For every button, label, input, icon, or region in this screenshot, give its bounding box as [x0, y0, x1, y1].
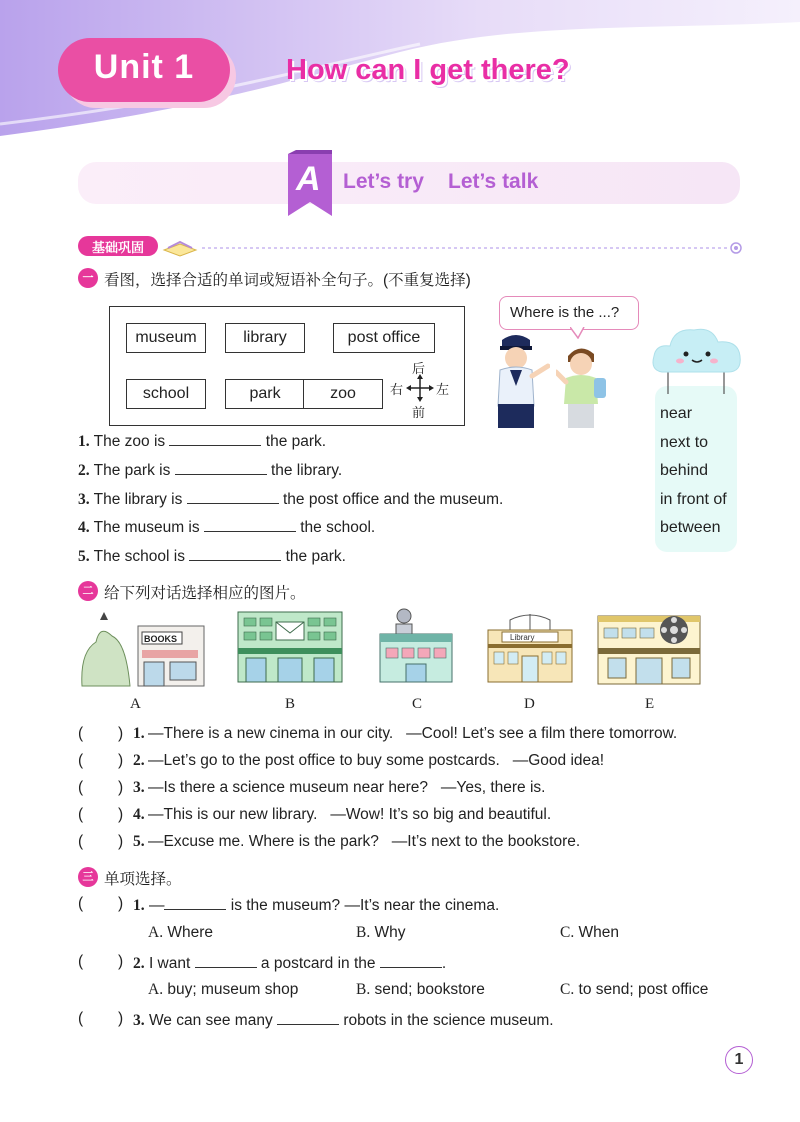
question-before: The park is [93, 462, 171, 479]
section1-instruction: 看图，选择合适的单词或短语补全句子。(不重复选择) [104, 272, 471, 289]
question-after: the post office and the museum. [283, 491, 504, 508]
answer-blank[interactable] [189, 546, 281, 561]
option-c[interactable] [560, 924, 619, 942]
page-number: 1 [734, 1051, 744, 1068]
picture-label-d: D [524, 696, 535, 712]
book-icon [160, 234, 200, 258]
picture-label-b: B [285, 696, 296, 712]
answer-blank[interactable] [195, 953, 257, 968]
question-after: is the museum? —It’s near the cinema. [230, 897, 500, 914]
answer-paren-close: ) [118, 895, 124, 912]
fill-question [78, 517, 375, 537]
dialogue-text: —This is our new library. —Wow! It’s so big and beautiful. [148, 806, 552, 823]
choice-question [0, 895, 800, 915]
answer-paren-close: ) [118, 1010, 124, 1027]
answer-blank[interactable] [169, 431, 261, 446]
post-office-picture [234, 608, 346, 686]
compass-left: 左 [436, 382, 450, 397]
answer-paren-close: ) [118, 833, 124, 850]
section2-icon: 二 [78, 581, 98, 601]
option-text: buy; museum shop [167, 981, 299, 998]
question-number: 3. [78, 491, 90, 508]
answer-paren-close: ) [118, 806, 124, 823]
fill-question [78, 489, 503, 509]
option-letter: C. [560, 981, 575, 998]
option-text: Why [374, 924, 406, 941]
answer-paren-close: ) [118, 752, 124, 769]
dialogue-number: 1. [133, 725, 145, 742]
answer-blank[interactable] [277, 1010, 339, 1025]
answer-paren-open[interactable]: ( [78, 725, 84, 742]
dialogue-number: 4. [133, 806, 145, 823]
dialogue-number: 5. [133, 833, 145, 850]
option-b[interactable] [356, 924, 406, 942]
question-end: . [441, 955, 447, 972]
speech-bubble-text: Where is the ...? [510, 304, 620, 321]
compass [388, 358, 454, 420]
question-before: The school is [93, 548, 185, 565]
banner-part2: Let’s talk [448, 170, 539, 193]
answer-paren-close: ) [118, 725, 124, 742]
answer-blank[interactable] [380, 953, 442, 968]
option-a[interactable] [148, 981, 298, 999]
speech-bubble [499, 296, 639, 330]
question-before: The library is [93, 491, 183, 508]
option-text: Where [167, 924, 214, 941]
section3-icon: 三 [78, 867, 98, 887]
compass-back: 后 [412, 361, 426, 376]
question-before: We can see many [148, 1012, 273, 1029]
banner-part1: Let’s try [343, 170, 424, 193]
question-after: robots in the science museum. [343, 1012, 554, 1029]
option-letter: A. [148, 981, 164, 998]
question-after: the library. [270, 462, 343, 479]
dialogue-row [0, 725, 800, 745]
word-bank-item: behind [660, 462, 709, 479]
answer-blank[interactable] [175, 460, 267, 475]
bubble-tail-icon [570, 327, 586, 339]
answer-blank[interactable] [187, 489, 279, 504]
compass-arrows-icon [406, 374, 434, 402]
map-school: school [126, 379, 206, 409]
answer-paren-open[interactable]: ( [78, 752, 84, 769]
dialogue-row [0, 752, 800, 772]
dialogue-text: —Excuse me. Where is the park? —It’s next to the bookstore. [148, 833, 581, 850]
dialogue-number: 3. [133, 779, 145, 796]
fill-question [78, 431, 326, 451]
question-dash: — [148, 897, 165, 914]
section3-instruction: 单项选择。 [104, 871, 182, 888]
page-number-badge [725, 1046, 753, 1074]
dialogue-row [0, 779, 800, 799]
map-library: library [225, 323, 305, 353]
unit-label: Unit 1 [93, 48, 195, 86]
answer-paren-close: ) [118, 953, 124, 970]
dotted-divider [200, 240, 750, 256]
library-picture [482, 606, 578, 686]
dialogue-text: —Is there a science museum near here? —Yes, there is. [148, 779, 546, 796]
word-bank-item: between [660, 519, 721, 536]
answer-paren-open[interactable]: ( [78, 895, 84, 912]
question-before: The zoo is [93, 433, 166, 450]
section2-instruction: 给下列对话选择相应的图片。 [104, 585, 306, 602]
library-sign: Library [510, 633, 535, 642]
option-letter: C. [560, 924, 575, 941]
unit-title: How can I get there? [286, 54, 570, 86]
answer-paren-open[interactable]: ( [78, 953, 84, 970]
question-body [133, 895, 499, 915]
answer-paren-open[interactable]: ( [78, 779, 84, 796]
map-park: park [225, 379, 305, 409]
question-number: 1. [78, 433, 90, 450]
fill-question [78, 546, 346, 566]
question-before: I want [148, 955, 191, 972]
option-a[interactable] [148, 924, 213, 942]
bookstore-picture [78, 612, 208, 688]
dialogue-text: —Let’s go to the post office to buy some postcards. —Good idea! [148, 752, 605, 769]
map-zoo: zoo [303, 379, 383, 409]
word-bank-item: near [660, 405, 693, 422]
question-number: 4. [78, 519, 90, 536]
option-c[interactable] [560, 981, 708, 999]
dialogue-row [0, 806, 800, 826]
answer-paren-open[interactable]: ( [78, 833, 84, 850]
question-number: 1. [133, 897, 145, 914]
answer-paren-open[interactable]: ( [78, 806, 84, 823]
word-bank-list [660, 400, 742, 543]
question-body [133, 953, 446, 973]
word-bank-item: next to [660, 433, 709, 451]
question-body [133, 1010, 554, 1030]
banner-letter: A [296, 160, 321, 198]
option-text: send; bookstore [374, 981, 485, 998]
science-museum-picture [376, 606, 456, 686]
question-number: 2. [78, 462, 90, 479]
compass-front: 前 [412, 405, 426, 420]
bookstore-sign: BOOKS [144, 634, 178, 644]
question-before: The museum is [93, 519, 200, 536]
section-tag [78, 236, 158, 256]
map-post-office: post office [333, 323, 435, 353]
policeman-illustration [486, 330, 550, 430]
picture-label-c: C [412, 696, 423, 712]
answer-blank[interactable] [164, 895, 226, 910]
question-number: 2. [133, 955, 145, 972]
unit-badge [58, 38, 230, 102]
dialogue-text: —There is a new cinema in our city. —Cool! Let’s see a film there tomorrow. [148, 725, 678, 742]
fill-question [78, 460, 342, 480]
option-text: to send; post office [578, 981, 709, 998]
section-tag-label: 基础巩固 [91, 240, 144, 255]
option-text: When [578, 924, 620, 941]
map-museum: museum [126, 323, 206, 353]
picture-label-e: E [645, 696, 655, 712]
question-number: 3. [133, 1012, 145, 1029]
dialogue-number: 2. [133, 752, 145, 769]
answer-paren-close: ) [118, 779, 124, 796]
question-after: the park. [285, 548, 346, 565]
option-b[interactable] [356, 981, 485, 999]
question-middle: a postcard in the [260, 955, 376, 972]
cinema-picture [594, 608, 704, 688]
question-after: the park. [265, 433, 327, 450]
picture-label-a: A [130, 696, 141, 712]
question-after: the school. [300, 519, 376, 536]
answer-paren-open[interactable]: ( [78, 1010, 84, 1027]
boy-illustration [556, 342, 608, 430]
option-letter: B. [356, 981, 371, 998]
answer-blank[interactable] [204, 517, 296, 532]
question-number: 5. [78, 548, 90, 565]
cloud-icon [648, 320, 744, 398]
word-bank-item: in front of [660, 490, 727, 508]
option-letter: B. [356, 924, 371, 941]
option-letter: A. [148, 924, 164, 941]
choice-question [0, 1010, 800, 1030]
choice-question [0, 953, 800, 973]
section1-icon: 一 [78, 268, 98, 288]
compass-right: 右 [390, 382, 404, 397]
dialogue-row [0, 833, 800, 853]
